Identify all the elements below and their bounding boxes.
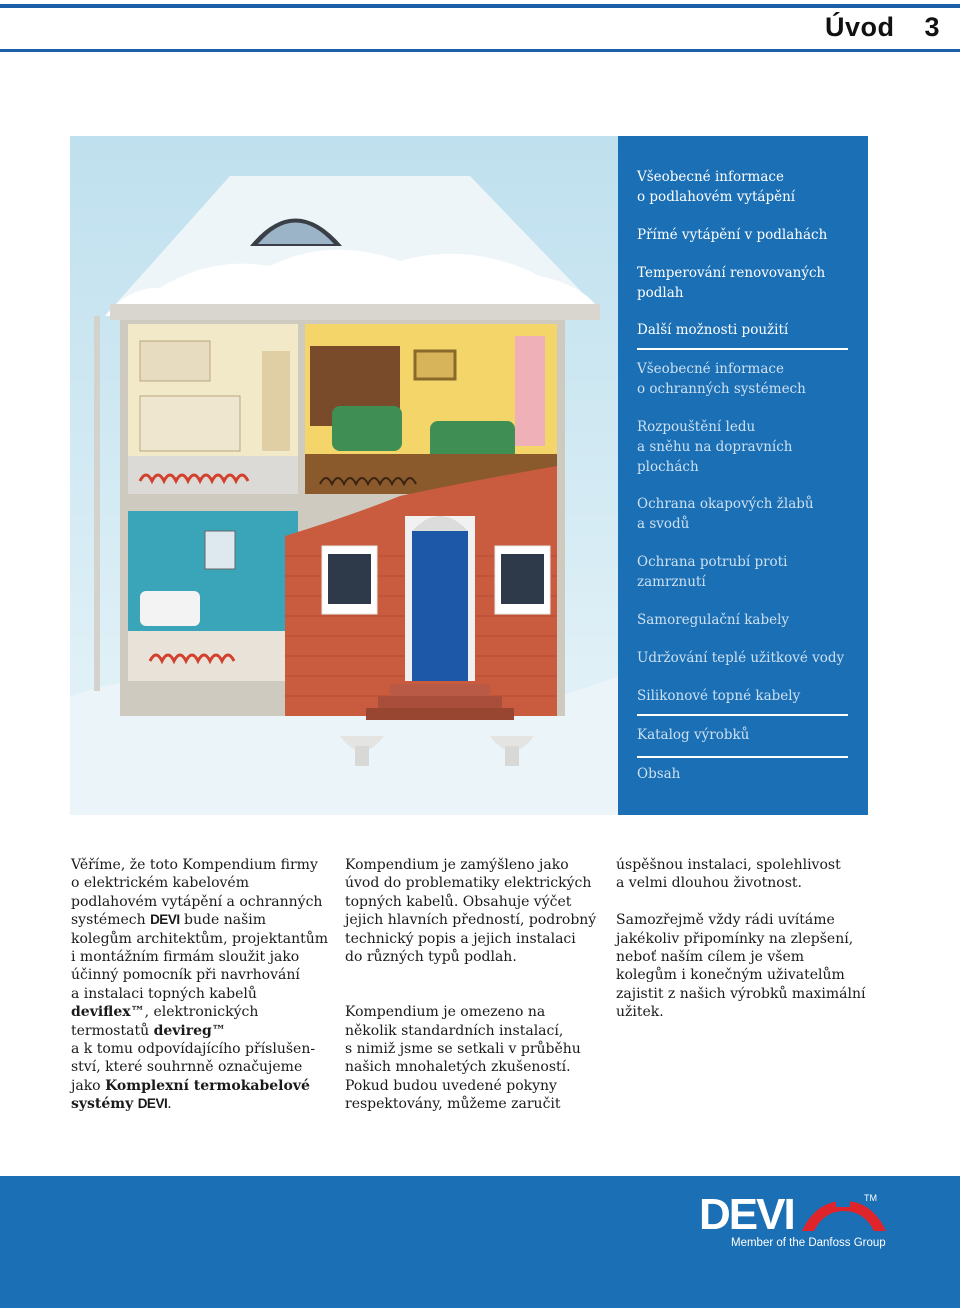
col2-paragraph-2: Kompendium je omezeno na několik standardních instalací, s nimiž jsme se setkali v průběhu našich mnohaletých zkušeností. Pokud budou uvedené pokyny respektovány, můžeme zaručit xyxy=(345,1004,581,1113)
green-armchair xyxy=(332,406,402,451)
downpipe xyxy=(94,316,100,691)
header-rule xyxy=(0,49,960,52)
toc-item-other-uses[interactable]: Další možnosti použití xyxy=(637,322,789,338)
front-door xyxy=(412,531,468,681)
toc-item-direct-floor-heating[interactable]: Přímé vytápění v podlahách xyxy=(637,227,828,243)
col3-paragraph-1: úspěšnou instalaci, spolehlivost a velmi dlouhou životnost. xyxy=(616,857,841,892)
devi-logo-mark xyxy=(796,1197,891,1237)
facade-window-right-glass xyxy=(501,554,544,604)
col2-paragraph-1: Kompendium je zamýšleno jako úvod do problematiky elektrických topných kabelů. Obsahuje výčet jejich hlavních předností, podrobný technický popis a jejich instalaci do různých typů podlah. xyxy=(345,857,597,966)
logo-trademark: TM xyxy=(864,1193,877,1203)
product-devireg: devireg™ xyxy=(153,1022,226,1039)
step-middle xyxy=(378,696,502,708)
body-column-2 xyxy=(345,856,610,1132)
devi-logo-gap xyxy=(836,1197,850,1207)
page-number: 3 xyxy=(924,12,940,42)
roof-eave xyxy=(110,304,600,320)
bathroom-mirror xyxy=(205,531,235,569)
toc-divider xyxy=(637,756,848,758)
toc-item-general-floor-heating[interactable]: Všeobecné informace o podlahovém vytápění xyxy=(637,169,796,205)
page-title xyxy=(825,12,940,43)
urn-right-stand xyxy=(505,746,519,766)
kitchen-cabinets xyxy=(140,341,210,381)
devi-brand-inline: DEVI xyxy=(137,1096,168,1112)
page-title-text: Úvod xyxy=(824,12,895,42)
toc-item-gutter-protection[interactable]: Ochrana okapových žlabů a svodů xyxy=(637,496,814,532)
toc-panel xyxy=(618,136,868,815)
toc-divider xyxy=(637,348,848,350)
urn-left-stand xyxy=(355,746,369,766)
devi-logo-text: DEVI xyxy=(699,1190,794,1239)
toc-item-snow-melting[interactable]: Rozpouštění ledu a sněhu na dopravních plochách xyxy=(637,419,793,475)
devi-brand-inline: DEVI xyxy=(150,912,180,928)
toc-item-hot-water[interactable]: Udržování teplé užitkové vody xyxy=(637,650,845,666)
toc-item-silicone-cables[interactable]: Silikonové topné kabely xyxy=(637,688,801,704)
body-column-3 xyxy=(616,856,886,1040)
toc-item-renovated-floors[interactable]: Temperování renovovaných podlah xyxy=(637,265,826,301)
house-cutaway-illustration xyxy=(70,136,618,815)
facade-window-left-glass xyxy=(328,554,371,604)
kitchen-counter xyxy=(140,396,240,451)
kitchen-door xyxy=(262,351,290,451)
danfoss-tagline: Member of the Danfoss Group xyxy=(731,1237,886,1249)
curtain xyxy=(515,336,545,446)
col3-paragraph-2: Samozřejmě vždy rádi uvítáme jakékoliv připomínky na zlepšení, neboť naším cílem je všem kolegům i konečným uživatelům zajistit z našich výrobků maximální užitek. xyxy=(616,912,866,1021)
product-deviflex: deviflex™ xyxy=(71,1004,145,1021)
wall-picture xyxy=(415,351,455,379)
step-top xyxy=(390,684,490,696)
kitchen-floor xyxy=(128,456,298,494)
top-rule xyxy=(0,4,960,8)
bathtub xyxy=(140,591,200,626)
col1-paragraph: Věříme, že toto Kompendium firmy o elektrickém kabelovém podlahovém vytápění a ochranných systémech DEVI bude našim kolegům architektům, projektantům i montážním firmám sloužit jako účinný pomocník při navrhování a instalaci topných kabelů deviflex™, elektronických termostatů devireg™ a k tomu odpovídajícího příslušen- ství, které souhrnně označujeme jako Komplexní termokabelové systémy DEVI. xyxy=(71,857,329,1113)
toc-item-self-regulating-cables[interactable]: Samoregulační kabely xyxy=(637,612,790,628)
step-bottom xyxy=(366,708,514,720)
toc-item-pipe-frost-protection[interactable]: Ochrana potrubí proti zamrznutí xyxy=(637,554,788,590)
body-column-1 xyxy=(71,856,341,1114)
toc-item-contents[interactable]: Obsah xyxy=(637,766,681,782)
toc-item-product-catalog[interactable]: Katalog výrobků xyxy=(637,727,750,743)
toc-divider xyxy=(637,714,848,716)
toc-item-general-protection[interactable]: Všeobecné informace o ochranných systémech xyxy=(637,361,806,397)
